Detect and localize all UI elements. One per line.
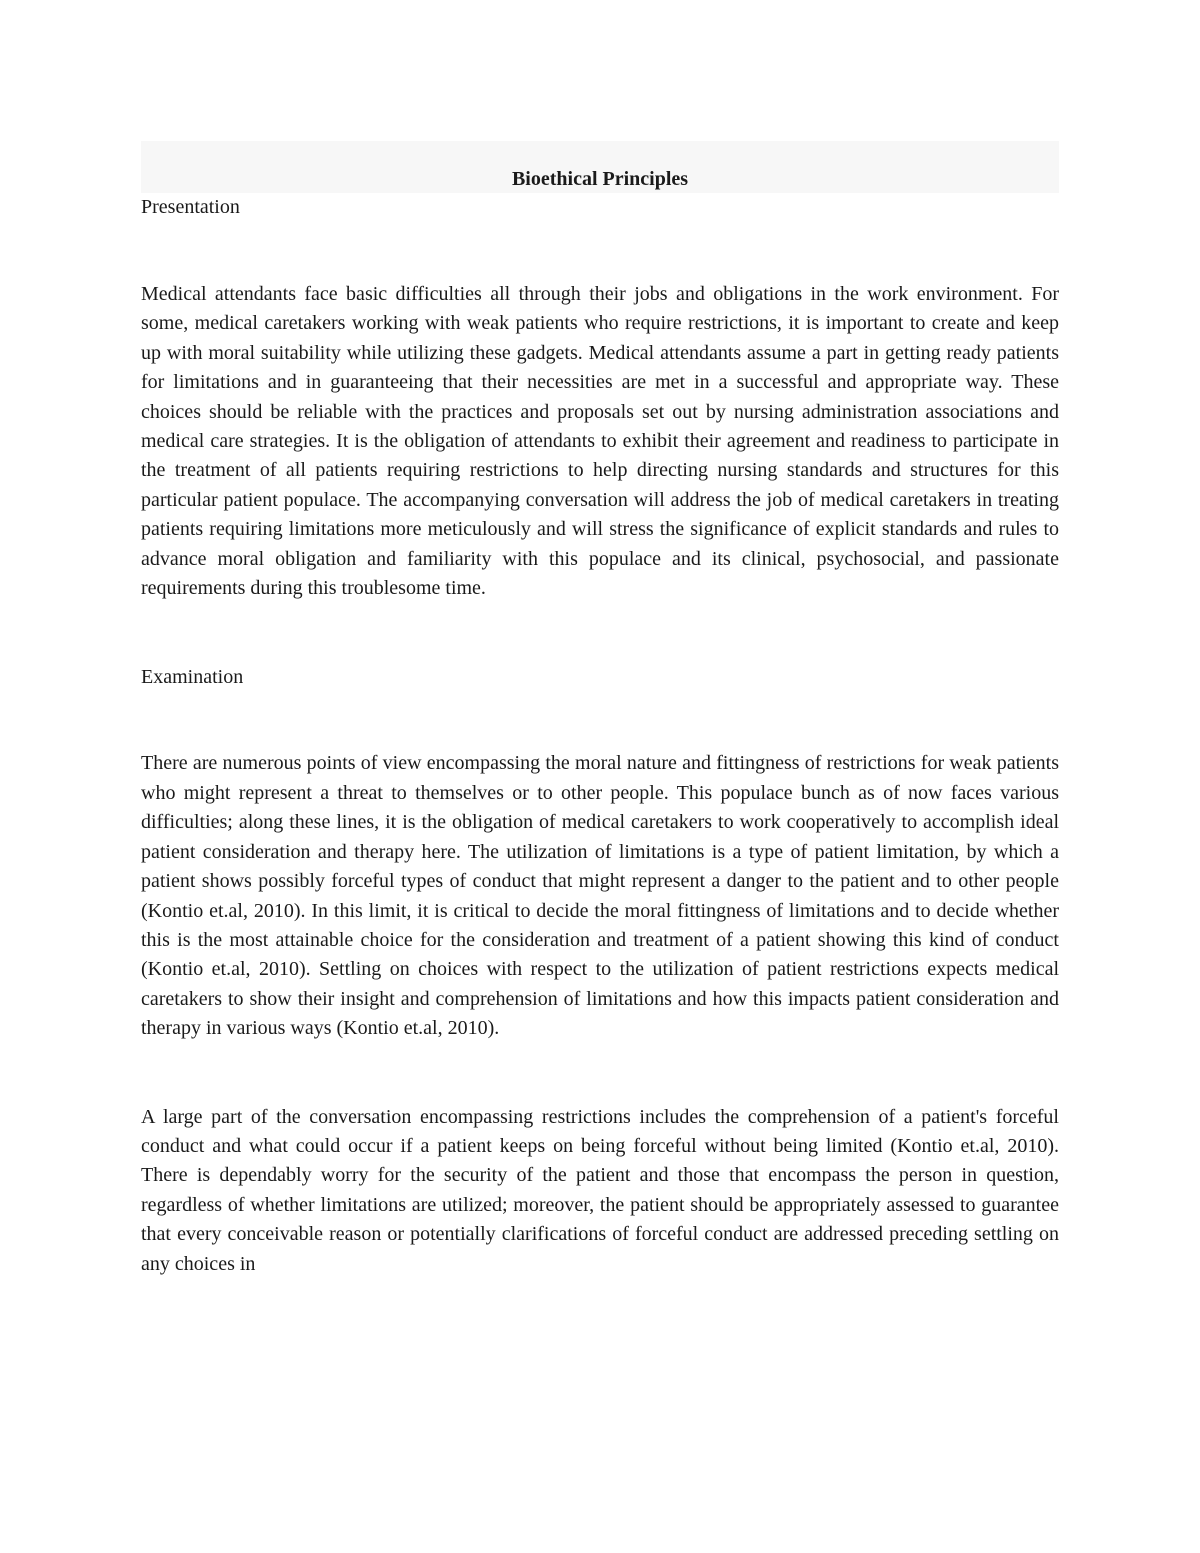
document-page — [141, 141, 1059, 1279]
document-title: Bioethical Principles — [511, 168, 689, 190]
paragraph-presentation-1: Medical attendants face basic difficulties all through their jobs and obligations in the work environment. For some, medical caretakers working with weak patients who require restrictions, it is important to create and keep up with moral suitability while utilizing these gadgets. Medical attendants assume a part in getting ready patients for limitations and in guaranteeing that their necessities are met in a successful and appropriate way. These choices should be reliable with the practices and proposals set out by nursing administration associations and medical care strategies. It is the obligation of attendants to exhibit their agreement and readiness to participate in the treatment of all patients requiring restrictions to help directing nursing standards and structures for this particular patient populace. The accompanying conversation will address the job of medical caretakers in treating patients requiring limitations more meticulously and will stress the significance of explicit standards and rules to advance moral obligation and familiarity with this populace and its clinical, psychosocial, and passionate requirements during this troublesome time. — [141, 283, 1059, 600]
spacer — [141, 222, 1059, 280]
spacer — [141, 1044, 1059, 1103]
section-heading-examination: Examination — [141, 666, 244, 689]
paragraph-examination-1: There are numerous points of view encompassing the moral nature and fittingness of restrictions for weak patients who might represent a threat to themselves or to other people. This populace bunch as of now faces various difficulties; along these lines, it is the obligation of medical caretakers to work cooperatively to accomplish ideal patient consideration and therapy here. The utilization of limitations is a type of patient limitation, by which a patient shows possibly forceful types of conduct that might represent a danger to the patient and to other people (Kontio et.al, 2010). In this limit, it is critical to decide the moral fittingness of limitations and to decide whether this is the most attainable choice for the consideration and treatment of a patient showing this kind of conduct (Kontio et.al, 2010). Settling on choices with respect to the utilization of patient restrictions expects medical caretakers to show their insight and comprehension of limitations and how this impacts patient consideration and therapy in various ways (Kontio et.al, 2010). — [141, 752, 1059, 1040]
section-heading-presentation: Presentation — [141, 196, 240, 218]
spacer — [141, 603, 1059, 663]
paragraph-examination-2: A large part of the conversation encompassing restrictions includes the comprehension of a patient's forceful conduct and what could occur if a patient keeps on being forceful without being limited (Kontio et.al, 2010). There is dependably worry for the security of the patient and those that encompass the person in question, regardless of whether limitations are utilized; moreover, the patient should be appropriately assessed to guarantee that every conceivable reason or potentially clarifications of forceful conduct are addressed preceding settling on any choices in — [141, 1105, 1059, 1275]
title-band — [141, 141, 1059, 193]
spacer — [141, 692, 1059, 749]
